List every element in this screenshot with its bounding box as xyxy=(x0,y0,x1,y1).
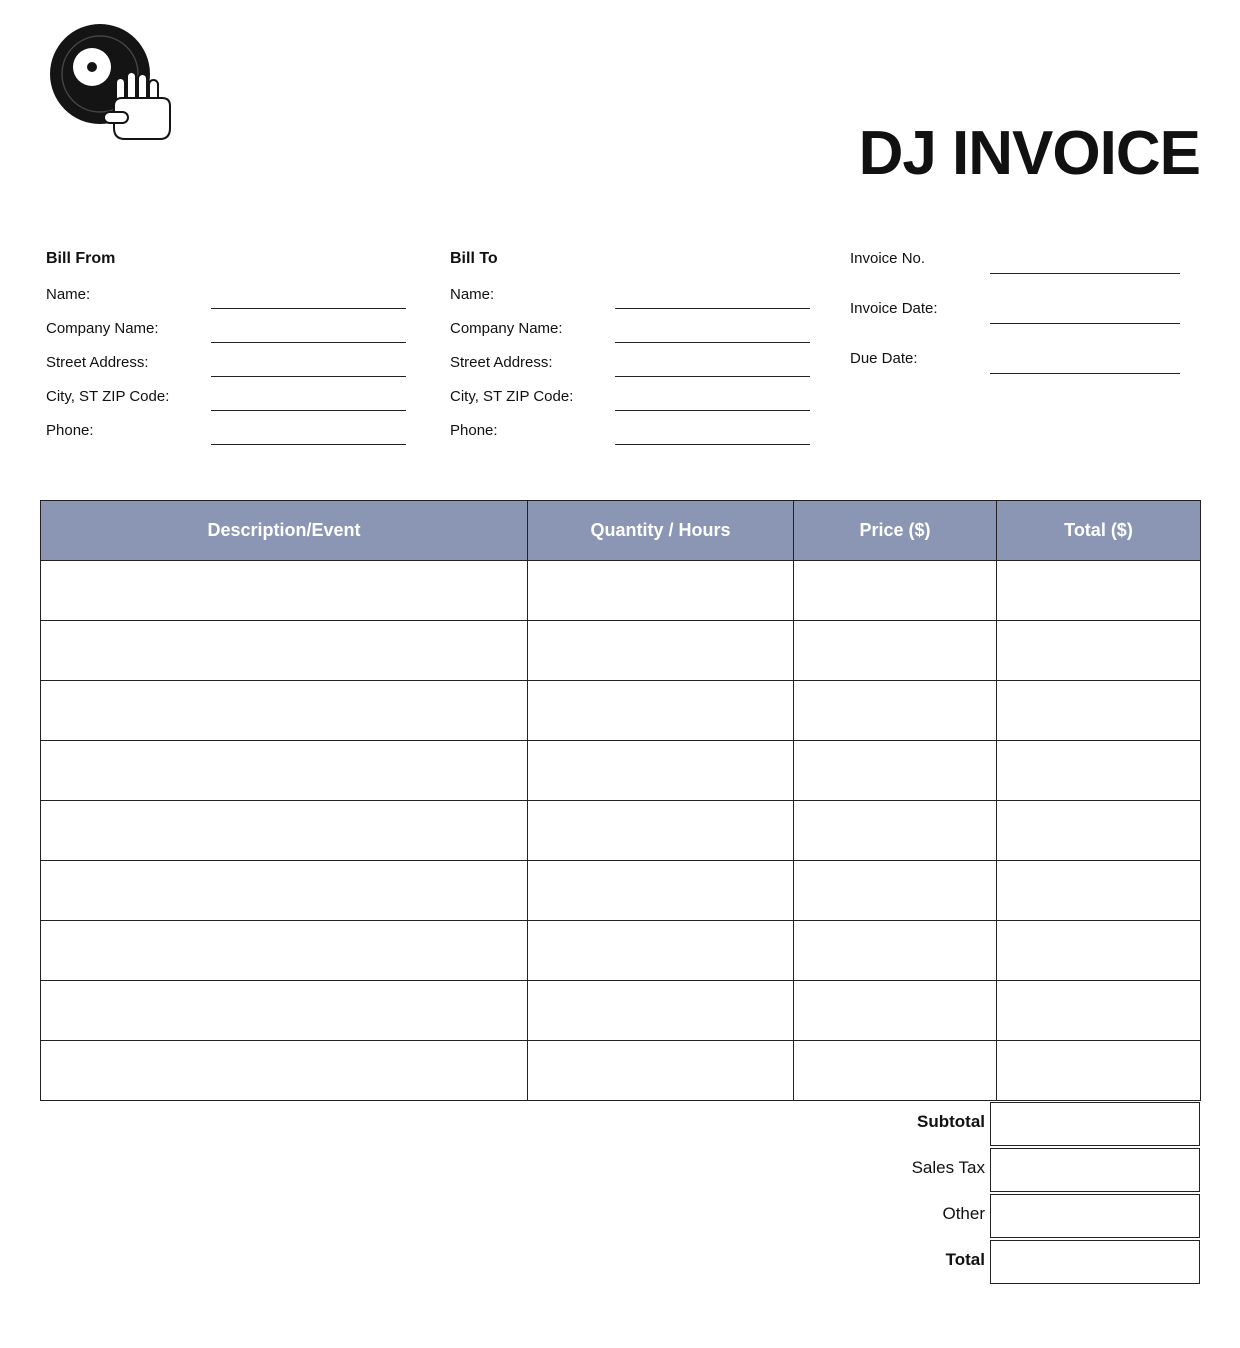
invoice-number-field[interactable] xyxy=(990,273,1180,274)
total-cell[interactable] xyxy=(997,921,1201,981)
field-label: Street Address: xyxy=(450,354,553,371)
total-cell[interactable] xyxy=(997,801,1201,861)
field-label: Street Address: xyxy=(46,354,149,371)
total-field[interactable] xyxy=(990,1240,1200,1284)
bill-from-city-field[interactable] xyxy=(211,410,406,411)
bill-from-phone-field[interactable] xyxy=(211,444,406,445)
line-items-table xyxy=(40,500,1201,1101)
field-label: City, ST ZIP Code: xyxy=(450,388,574,405)
description-cell[interactable] xyxy=(41,981,528,1041)
bill-from-city-row xyxy=(46,384,411,418)
invoice-meta-section xyxy=(850,246,1190,396)
price-cell[interactable] xyxy=(794,561,997,621)
bill-from-company-field[interactable] xyxy=(211,342,406,343)
other-label: Other xyxy=(942,1204,985,1223)
field-label: Phone: xyxy=(46,422,94,439)
invoice-date-field[interactable] xyxy=(990,323,1180,324)
subtotal-field[interactable] xyxy=(990,1102,1200,1146)
quantity-cell[interactable] xyxy=(528,1041,794,1101)
quantity-cell[interactable] xyxy=(528,801,794,861)
bill-to-company-field[interactable] xyxy=(615,342,810,343)
quantity-cell[interactable] xyxy=(528,741,794,801)
quantity-cell[interactable] xyxy=(528,681,794,741)
field-label: Phone: xyxy=(450,422,498,439)
price-cell[interactable] xyxy=(794,1041,997,1101)
price-cell[interactable] xyxy=(794,981,997,1041)
subtotal-label: Subtotal xyxy=(917,1112,985,1131)
table-row xyxy=(41,561,1201,621)
bill-from-heading: Bill From xyxy=(46,250,116,267)
sales-tax-label: Sales Tax xyxy=(911,1158,985,1177)
table-row xyxy=(41,681,1201,741)
bill-to-section xyxy=(450,248,815,452)
meta-label: Due Date: xyxy=(850,350,918,367)
bill-from-street-field[interactable] xyxy=(211,376,406,377)
description-cell[interactable] xyxy=(41,621,528,681)
field-label: Company Name: xyxy=(450,320,563,337)
description-cell[interactable] xyxy=(41,681,528,741)
table-row xyxy=(41,921,1201,981)
quantity-cell[interactable] xyxy=(528,981,794,1041)
bill-to-phone-row xyxy=(450,418,815,452)
bill-to-city-row xyxy=(450,384,815,418)
column-header-description: Description/Event xyxy=(41,501,528,561)
bill-to-street-field[interactable] xyxy=(615,376,810,377)
meta-label: Invoice Date: xyxy=(850,300,938,317)
table-row xyxy=(41,981,1201,1041)
field-label: Name: xyxy=(450,286,495,303)
quantity-cell[interactable] xyxy=(528,861,794,921)
bill-from-phone-row xyxy=(46,418,411,452)
document-title: DJ INVOICE xyxy=(858,119,1200,188)
total-cell[interactable] xyxy=(997,981,1201,1041)
table-row xyxy=(41,861,1201,921)
dj-turntable-hand-icon xyxy=(48,22,174,142)
field-label: Company Name: xyxy=(46,320,159,337)
bill-from-name-field[interactable] xyxy=(211,308,406,309)
total-label: Total xyxy=(945,1250,985,1269)
quantity-cell[interactable] xyxy=(528,561,794,621)
field-label: Name: xyxy=(46,286,91,303)
bill-to-street-row xyxy=(450,350,815,384)
bill-to-city-field[interactable] xyxy=(615,410,810,411)
due-date-row xyxy=(850,346,1190,396)
sales-tax-row xyxy=(780,1148,1200,1194)
quantity-cell[interactable] xyxy=(528,621,794,681)
table-header-row xyxy=(41,501,1201,561)
table-row xyxy=(41,621,1201,681)
invoice-number-row xyxy=(850,246,1190,296)
table-row xyxy=(41,801,1201,861)
bill-to-phone-field[interactable] xyxy=(615,444,810,445)
other-row xyxy=(780,1194,1200,1240)
bill-to-company-row xyxy=(450,316,815,350)
totals-section xyxy=(780,1102,1200,1286)
invoice-date-row xyxy=(850,296,1190,346)
description-cell[interactable] xyxy=(41,561,528,621)
table-row xyxy=(41,1041,1201,1101)
meta-label: Invoice No. xyxy=(850,250,926,267)
total-cell[interactable] xyxy=(997,861,1201,921)
table-row xyxy=(41,741,1201,801)
bill-to-name-row xyxy=(450,282,815,316)
description-cell[interactable] xyxy=(41,921,528,981)
price-cell[interactable] xyxy=(794,621,997,681)
price-cell[interactable] xyxy=(794,861,997,921)
due-date-field[interactable] xyxy=(990,373,1180,374)
description-cell[interactable] xyxy=(41,741,528,801)
bill-to-heading: Bill To xyxy=(450,250,498,267)
quantity-cell[interactable] xyxy=(528,921,794,981)
column-header-quantity: Quantity / Hours xyxy=(528,501,794,561)
total-cell[interactable] xyxy=(997,681,1201,741)
total-cell[interactable] xyxy=(997,561,1201,621)
price-cell[interactable] xyxy=(794,741,997,801)
price-cell[interactable] xyxy=(794,801,997,861)
column-header-price: Price ($) xyxy=(794,501,997,561)
price-cell[interactable] xyxy=(794,921,997,981)
bill-from-street-row xyxy=(46,350,411,384)
bill-to-name-field[interactable] xyxy=(615,308,810,309)
bill-from-company-row xyxy=(46,316,411,350)
price-cell[interactable] xyxy=(794,681,997,741)
field-label: City, ST ZIP Code: xyxy=(46,388,170,405)
other-field[interactable] xyxy=(990,1194,1200,1238)
subtotal-row xyxy=(780,1102,1200,1148)
bill-from-name-row xyxy=(46,282,411,316)
total-cell[interactable] xyxy=(997,741,1201,801)
column-header-total: Total ($) xyxy=(997,501,1201,561)
total-cell[interactable] xyxy=(997,1041,1201,1101)
description-cell[interactable] xyxy=(41,1041,528,1101)
description-cell[interactable] xyxy=(41,801,528,861)
sales-tax-field[interactable] xyxy=(990,1148,1200,1192)
total-row xyxy=(780,1240,1200,1286)
bill-from-section xyxy=(46,248,411,452)
total-cell[interactable] xyxy=(997,621,1201,681)
description-cell[interactable] xyxy=(41,861,528,921)
